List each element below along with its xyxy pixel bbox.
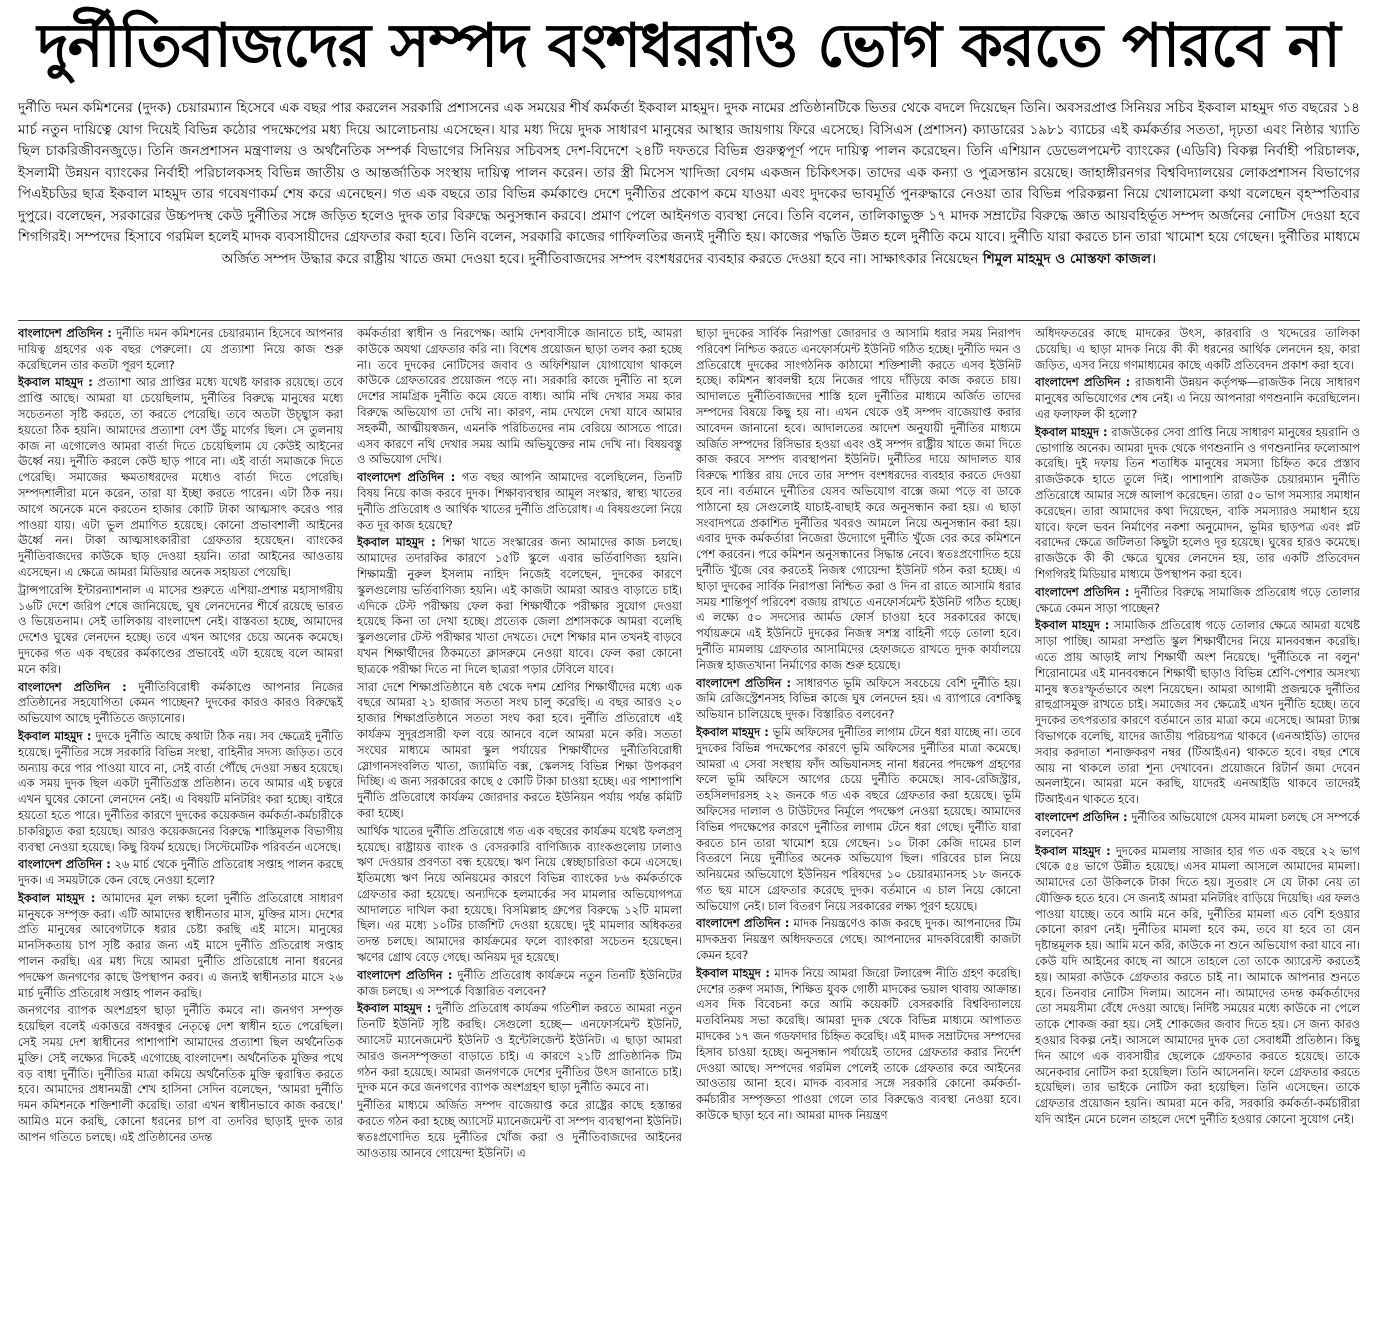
article-paragraph (18, 583, 343, 678)
answer-speaker: ইকবাল মাহমুদ : (696, 965, 770, 980)
answer-speaker: ইকবাল মাহমুদ : (18, 375, 93, 390)
article-column-3 (696, 326, 1021, 1316)
paragraph-text: ২৬ মার্চ থেকে দুর্নীতি প্রতিরোধ সপ্তাহ পালন করছে দুদক। এ সময়টাকে কেন বেছে নেওয়া হলো? (18, 857, 343, 888)
paragraph-text: মাদক নিয়ন্ত্রণেও কাজ করছে দুদক। আপনাদের টিম মাদকদ্রব্য নিয়ন্ত্রণ অধিদফতরে গেছে। আপনাদের মাদকবিরোধী কাজটা কেমন হবে? (696, 916, 1021, 963)
article-paragraph (696, 966, 1021, 1124)
question-speaker: বাংলাদেশ প্রতিদিন : (18, 326, 112, 340)
article-paragraph (696, 725, 1021, 915)
article-paragraph (18, 326, 343, 373)
paragraph-text: ছাড়া দুদকের সার্বিক নিরাপত্তা জোরদার ও আসামি ধরার সময় নিরাপদ পরিবেশ নিশ্চিত করতে এনফোর্সমেন্ট ইউনিট গঠিত হচ্ছে। দুর্নীতি দমন ও প্রতিরোধে দুদকের সাংগঠনিক কাঠামো শক্তিশালী করতে এসব ইউনিট হচ্ছে। কমিশন স্বাবলম্বী হয়ে নিজের পায়ে দাঁড়িয়ে কাজ করতে চায়। আদালতে দুর্নীতিবাজদের শাস্তি হলে দুর্নীতির মাধ্যমে অর্জিত তাদের সম্পদের বিষয়ে কিছু হয় না। এখন থেকে ওই সম্পদ বাজেয়াপ্ত করার আবেদন জানানো হবে। আদালতের আদেশ অনুযায়ী দুর্নীতির মাধ্যমে অর্জিত সম্পদের রিসিভার হওয়া এবং ওই সম্পদ রাষ্ট্রীয় খাতে জমা দিতে কাজ করবে সম্পদ ব্যবস্থাপনা ইউনিট। দুর্নীতির দায়ে আদালত যার বিরুদ্ধে শাস্তির রায় দেবে তার সম্পদ বংশধরদের ব্যবহার করতে দেওয়া হবে না। বর্তমানে দুর্নীতির যেসব অভিযোগ বাক্সে জমা পড়ে বা ডাকে পাঠানো হয় সেগুলোই যাচাই-বাছাই করে অনুসন্ধান করা হয়। এ ছাড়া সংবাদপত্রে প্রকাশিত দুর্নীতির খবরও আমলে নিয়ে অনুসন্ধান করা হয়। এবার দুদক কর্মকর্তারা নিজেরা উদ্যোগে দুর্নীতি খুঁজে বের করে কমিশনে পেশ করবেন। পরে কমিশন অনুসন্ধানের সিদ্ধান্ত নেবে। স্বতঃপ্রণোদিত হয়ে দুর্নীতি খুঁজে বের করতেই নিজস্ব গোয়েন্দা ইউনিট গঠন করা হচ্ছে। এ ছাড়া দুদকের সার্বিক নিরাপত্তা নিশ্চিত করা ও দিন বা রাতে আসামি ধরার সময় শান্তিপূর্ণ পরিবেশ বজায় রাখতে এনফোর্সমেন্ট ইউনিট গঠিত হচ্ছে। এ লক্ষ্যে ৫০ সদস্যের আর্মড ফোর্স চাওয়া হবে সরকারের কাছে। পর্যায়ক্রমে এই ইউনিটে দুদকের নিজস্ব সশস্ত্র বাহিনী গড়ে তোলা হবে। দুর্নীতি মামলায় গ্রেফতার আসামিদের হেফাজতে রাখতে দুদক কার্যালয়ে নিজস্ব হাজতখানা নির্মাণের কাজ শুরু হয়েছে। (696, 326, 1021, 672)
article-paragraph (357, 326, 682, 468)
article-paragraph (1035, 375, 1360, 422)
intro-end: । (1151, 250, 1157, 267)
article-paragraph (696, 916, 1021, 963)
section-divider (18, 320, 1360, 321)
article-paragraph (18, 680, 343, 727)
article-column-4 (1035, 326, 1360, 1316)
paragraph-text: শিক্ষা খাতে সংস্কারের জন্য আমাদের কাজ চলছে। আমাদের তদারকির কারণে ১৫টি স্কুলে এবার ভর্তিবাণিজ্য হয়নি। শিক্ষামন্ত্রী নুরুল ইসলাম নাহিদ নিজেই বলেছেন, দুদকের কারণে স্কুলগুলোয় ভর্তিবাণিজ্য হয়নি। এই কাজটা আমরা আরও বাড়াতে চাই। এদিকে টেস্ট পরীক্ষায় ফেল করা শিক্ষার্থীকে পরীক্ষার সুযোগ দেওয়া হয়েছে কিনা তা দেখা হচ্ছে। প্রত্যেক জেলা প্রশাসককে আমরা বলেছি স্কুলগুলোর টেস্ট পরীক্ষার খাতা দেখতে। দেশে শিক্ষার মান তখনই বাড়বে যখন শিক্ষার্থীদের ঠিকমতো ক্লাসরুমে নেওয়া যাবে। ফেল করা কোনো ছাত্রকে পরীক্ষা দিতে না দিলে ছাত্ররা পড়ার টেবিলে যাবে। (357, 535, 682, 676)
paragraph-text: ট্রান্সপারেন্সি ইন্টারন্যাশনাল এ মাসের শুরুতে এশিয়া-প্রশান্ত মহাসাগরীয় ১৬টি দেশে জরিপ শেষে জানিয়েছে, ঘুষ লেনদেনের শীর্ষে রয়েছে ভারত ও ভিয়েতনাম। সেই তালিকায় বাংলাদেশ নেই। বাস্তবতা হচ্ছে, আমাদের দেশেও ঘুষের লেনদেন হচ্ছে। তবে এখন আগের চেয়ে অনেক কমেছে। দুদকের গত এক বছরের কর্মকাণ্ডের প্রভাবেই এটা হয়েছে বলে আমরা মনে করি। (18, 582, 343, 676)
article-paragraph (18, 375, 343, 580)
paragraph-text: সাধারণত ভূমি অফিসে সবচেয়ে বেশি দুর্নীতি হয়। জমি রেজিস্ট্রেশনসহ বিভিন্ন কাজে ঘুষ লেনদেন হয়। এ ব্যাপারে বেশকিছু অভিযান চালিয়েছে দুদক। বিস্তারিত বলবেন? (696, 675, 1021, 722)
paragraph-text: দুর্নীতি প্রতিরোধ কার্যক্রম গতিশীল করতে আমরা নতুন তিনটি ইউনিট সৃষ্টি করছি। সেগুলো হচ্ছে— এনফোর্সমেন্ট ইউনিট, অ্যাসেট ম্যানেজমেন্ট ইউনিট ও ইন্টেলিজেন্ট ইউনিট। এ ছাড়া আমরা আরও জনসম্পৃক্ততা বাড়াতে চাই। এ কারণে ২১টি প্রাতিষ্ঠানিক টিম গঠন করা হয়েছে। আমরা জনগণকে দেশের দুর্নীতির উৎস জানাতে চাই। দুদক মনে করে জনগণের ব্যাপক অংশগ্রহণ ছাড়া দুর্নীতি কমবে না। (357, 1001, 682, 1095)
article-paragraph (1035, 585, 1360, 617)
paragraph-text: কর্মকর্তারা স্বাধীন ও নিরপেক্ষ। আমি দেশবাসীকে জানাতে চাই, আমরা কাউকে অযথা গ্রেফতার করি না। বিশেষ প্রয়োজন ছাড়া তলব করা হচ্ছে না। তবে দুদকের নোটিসের জবাব ও অফিশিয়াল যোগাযোগ থাকলে কাউকে গ্রেফতারের প্রয়োজন পড়ে না। সরকারি কাজে দুর্নীতি না হলে দেশের সামগ্রিক দুর্নীতি কমে যেতে বাধ্য। আমি নথি দেখার সময় কার বিরুদ্ধে অভিযোগ তা দেখি না। কারণ, নাম দেখলে দেখা যাবে আমার সহকর্মী, আত্মীয়স্বজন, এমনকি পরিচিতদের নাম বেরিয়ে আসতে পারে। এসব কারণে নথি দেখার সময় আমি অভিযুক্তের নাম দেখি না। বিষয়বস্তু ও অভিযোগ দেখি। (357, 326, 682, 467)
article-paragraph (1035, 425, 1360, 583)
article-paragraph (357, 1001, 682, 1096)
article-paragraph (1035, 844, 1360, 1128)
article-paragraph (357, 968, 682, 1000)
paragraph-text: রাজধানী উন্নয়ন কর্তৃপক্ষ—রাজউক নিয়ে সাধারণ মানুষের অভিযোগের শেষ নেই। এ নিয়ে আপনারা গণশুনানি করেছিলেন। এর ফলাফল কী হলো? (1035, 375, 1360, 421)
article-paragraph (18, 1003, 343, 1145)
article-column-1 (18, 326, 343, 1316)
article-paragraph (18, 729, 343, 855)
question-speaker: বাংলাদেশ প্রতিদিন : (18, 857, 111, 872)
question-speaker: বাংলাদেশ প্রতিদিন : (696, 916, 790, 931)
paragraph-text: মাদক নিয়ে আমরা জিরো টলারেন্স নীতি গ্রহণ করেছি। দেশের তরুণ সমাজ, শিক্ষিত যুবক গোষ্ঠী মাদকের ভয়াল থাবায় আক্রান্ত। এসব দিক বিবেচনা করে আমি কয়েকটি বেসরকারি বিশ্ববিদ্যালয়ে মতবিনিময় সভা করেছি। আমরা দুদক থেকে বিভিন্ন মাধ্যমে আপাতত মাদকের ১৭ জন গডফাদার চিহ্নিত করেছি। এই মাদক সম্রাটদের সম্পদের হিসাব চাওয়া হচ্ছে। অনুসন্ধান পর্যায়েই তাদের গ্রেফতার করার নির্দেশ দেওয়া আছে। সম্পদের গরমিল পেলেই তাকে গ্রেফতার করে আইনের আওতায় আনা হবে। মাদক ব্যবসার সঙ্গে সরকারি কোনো কর্মকর্তা-কর্মচারীর সম্পৃক্ততা পাওয়া গেলে তার বিরুদ্ধেও ব্যবস্থা নেওয়া হবে। কাউকে ছাড়া হবে না। আমরা মাদক নিয়ন্ত্রণ (696, 965, 1021, 1123)
article-paragraph (696, 676, 1021, 723)
paragraph-text: অধিদফতরের কাছে মাদকের উৎস, কারবারি ও খদ্দেরের তালিকা চেয়েছি। এ ছাড়া মাদক নিয়ে কী কী ধরনের আর্থিক লেনদেন হয়, কারা জড়িত, এসব নিয়ে গণমাধ্যমের কাছে একটি প্রতিবেদন প্রকাশ করা হবে। (1035, 326, 1360, 372)
paragraph-text: ভূমি অফিসের দুর্নীতির লাগাম টেনে ধরা যাচ্ছে না। তবে দুদকের বিভিন্ন পদক্ষেপের কারণে ভূমি অফিসের দুর্নীতির মাত্রা কমেছে। আমরা এ সেবা সংস্থায় ফাঁদ অভিযানসহ নানা ধরনের পদক্ষেপ গ্রহণের ফলে ভূমি অফিসে আগের চেয়ে দুর্নীতি কমেছে। সাব-রেজিস্ট্রার, তহসিলদারসহ ২২ জনকে গত এক বছরে গ্রেফতার করা হয়েছে। ভূমি অফিসের দালাল ও টাউটদের নির্মূলে পদক্ষেপ নেওয়া হয়েছে। আমাদের বিভিন্ন পদক্ষেপের কারণে দুর্নীতির লাগাম টেনে ধরা গেছে। দুর্নীতি যারা করতে চান তারা খামোশ হয়ে গেছেন। ১০ টাকা কেজি দামের চাল বিতরণে নিয়ে দুর্নীতির অনেক অভিযোগ ছিল। গরিবের চাল নিয়ে অনিয়মের অভিযোগে ইউনিয়ন পরিষদের ১০ চেয়ারম্যানসহ ১৮ জনকে গত ছয় মাসে গ্রেফতার করেছে দুদক। বর্তমানে এ চাল নিয়ে কোনো অভিযোগ নেই। চাল বিতরণ নিয়ে সরকারের লক্ষ্য পূরণ হয়েছে। (696, 724, 1021, 913)
paragraph-text: দুদকে দুর্নীতি আছে কথাটা ঠিক নয়। সব ক্ষেত্রেই দুর্নীতি হয়েছে। দুর্নীতির সঙ্গে সরকারি বিভিন্ন সংস্থা, বাহিনীর সদস্য জড়িত। তবে অন্যায় করে পার পাওয়া যাবে না, সেই বার্তা পৌঁছে দেওয়া সম্ভব হয়েছে। এক সময় দুদক ছিল একটা দুর্নীতিগ্রস্ত প্রতিষ্ঠান। তবে আমার এই চত্বরে এখন ঘুষের কোনো লেনদেন নেই। এ বিষয়টি মনিটরিং করা হচ্ছে। বাইরে হয়তো হতে পারে। দুর্নীতির কারণে দুদকের কয়েকজন কর্মকর্তা-কর্মচারীকে চাকরিচ্যুত করা হয়েছে। আরও কয়েকজনের বিরুদ্ধে শাস্তিমূলক বিভাগীয় ব্যবস্থা নেওয়া হয়েছে। কিছু রিফর্ম হয়েছে। সিস্টেমেটিক পরিবর্তন এসেছে। (18, 728, 343, 854)
paragraph-text: প্রত্যাশা আর প্রাপ্তির মধ্যে যথেষ্ট ফারাক রয়েছে। তবে প্রাপ্তি আছে। আমরা যা চেয়েছিলাম, দুর্নীতির বিরুদ্ধে মানুষের মধ্যে সচেতনতা সৃষ্টি করতে, তা করতে পেরেছি। তবে অতটা উচ্ছ্বাস করা হয়তো ঠিক হয়নি। আমাদের প্রত্যাশা বেশ উঁচু মার্গের ছিল। সে তুলনায় কাজ না এগোলেও আমরা বার্তা দিতে চেয়েছিলাম যে কেউই আইনের ঊর্ধ্বে নয়। দুর্নীতি করলে কেউ ছাড় পাবে না। এই বার্তা সমাজকে দিতে পেরেছি। সমাজের ক্ষমতাধরদের মধ্যেও বার্তা দিতে পেরেছি। সম্পদশালীরা মনে করেন, তারা যা ইচ্ছা করতে পারেন। এটা ঠিক নয়। আগে অনেকে মনে করতেন হাজার কোটি টাকা আত্মসাৎ করেও পার পাওয়া যায়। এটা ভুল প্রমাণিত হয়েছে। কোনো প্রভাবশালী আইনের ঊর্ধ্বে নন। টাকা আত্মসাৎকারীরা গ্রেফতার হয়েছেন। ব্যাংকের দুর্নীতিবাজদের কাউকে ছাড় দেওয়া হয়নি। তারা আইনের আওতায় এসেছেন। এ ক্ষেত্রে আমরা মিডিয়ার অনেক সহায়তা পেয়েছি। (18, 375, 343, 579)
headline (0, 4, 1377, 96)
paragraph-text: রাজউকের সেবা প্রাপ্তি নিয়ে সাধারণ মানুষের হয়রানি ও ভোগান্তি অনেক। আমরা দুদক থেকে গণশুনানি ও গণশুনানির ফলোআপ করেছি। দুই দফায় তিন শতাধিক মানুষের সমস্যা চিহ্নিত করে প্রস্তাব রাজউককে হাতে তুলে দিই। পাশাপাশি রাজউক চেয়ারম্যান দুর্নীতি প্রতিরোধে আমার সঙ্গে আলাপ করেছেন। তারা ৫০ ভাগ সমস্যার সমাধান করেছেন। তারা আমাদের কথা দিয়েছেন, বাকি সমস্যারও সমাধান হয়ে যাবে। ফলে ভবন নির্মাণের নকশা অনুমোদন, ভূমির ছাড়পত্র এবং প্লট বরাদ্দের ক্ষেত্রে জটিলতা কিছুটা হলেও দূর হয়েছে। ঘুষের হারও কমেছে। রাজউকে কী কী ক্ষেত্রে ঘুষের লেনদেন হয়, তার একটি প্রতিবেদন শিগগিরই মিডিয়ার মাধ্যমে উপস্থাপন করা হবে। (1035, 424, 1360, 581)
article-paragraph (18, 891, 343, 1002)
article-paragraph (357, 535, 682, 677)
answer-speaker: ইকবাল মাহমুদ : (357, 1001, 432, 1016)
answer-speaker: ইকবাল মাহমুদ : (1035, 843, 1111, 858)
article-paragraph (357, 824, 682, 966)
paragraph-text: আমাদের মূল লক্ষ্য হলো দুর্নীতি প্রতিরোধে সাধারণ মানুষকে সম্পৃক্ত করা। এটি আমাদের স্বাধীনতার মাস, মুক্তির মাস। দেশের প্রতি মানুষের আবেগটাকে ধরার চেষ্টা করছি এই মাসে। মানুষের মানসিকতায় চাপ সৃষ্টি করার জন্য এই মাসে দুর্নীতি প্রতিরোধ সপ্তাহ পালন করছি। এর মধ্য দিয়ে আমরা দুর্নীতি প্রতিরোধে নানা ধরনের পদক্ষেপ জনগণের কাছে উপস্থাপন করব। এ জন্যই স্বাধীনতার মাসে ২৬ মার্চ দুর্নীতি প্রতিরোধ সপ্তাহ পালন করছি। (18, 890, 343, 1000)
question-speaker: বাংলাদেশ প্রতিদিন : (1035, 809, 1128, 824)
paragraph-text: দুর্নীতির মাধ্যমে অর্জিত সম্পদ বাজেয়াপ্ত করে রাষ্ট্রের কাছে হস্তান্তর করতে গঠন করা হচ্ছে অ্যাসেট ম্যানেজমেন্ট বা সম্পদ ব্যবস্থাপনা ইউনিট। স্বতঃপ্রণোদিত হয়ে দুর্নীতির খোঁজ করা ও দুর্নীতিবাজদের আইনের আওতায় আনবে গোয়েন্দা ইউনিট। এ (357, 1098, 682, 1160)
paragraph-text: জনগণের ব্যাপক অংশগ্রহণ ছাড়া দুর্নীতি কমবে না। জনগণ সম্পৃক্ত হয়েছিল বলেই একাত্তরে বঙ্গবন্ধুর নেতৃত্বে দেশ স্বাধীন হতে পেরেছিল। সেই সময় দেশ স্বাধীনের পাশাপাশি আমাদের প্রত্যাশা ছিল অর্থনৈতিক মুক্তি। সেই লক্ষ্যের দিকেই এগোচ্ছে বাংলাদেশ। অর্থনৈতিক মুক্তির পথে বড় বাধা দুর্নীতি। দুর্নীতির মাত্রা কমিয়ে অর্থনৈতিক মুক্তি ত্বরান্বিত করতে হবে। আমাদের প্রধানমন্ত্রী শেখ হাসিনা সেদিন বলেছেন, 'আমরা দুর্নীতি দমন কমিশনকে শক্তিশালী করেছি। তারা এখন স্বাধীনভাবে কাজ করছে।' আমিও মনে করছি, কোনো ধরনের চাপ বা তদবির ছাড়াই দুদক তার আপন গতিতে চলছে। এই প্রতিষ্ঠানের তদন্ত (18, 1003, 343, 1144)
answer-speaker: ইকবাল মাহমুদ : (18, 890, 96, 905)
article-paragraph (357, 470, 682, 533)
answer-speaker: ইকবাল মাহমুদ : (1035, 618, 1110, 633)
answer-speaker: ইকবাল মাহমুদ : (18, 728, 92, 743)
intro-text: দুর্নীতি দমন কমিশনের (দুদক) চেয়ারম্যান হিসেবে এক বছর পার করলেন সরকারি প্রশাসনের এক সময়ের শীর্ষ কর্মকর্তা ইকবাল মাহমুদ। দুদক নামের প্রতিষ্ঠানটিকে ভিতর থেকে বদলে দিয়েছেন তিনি। অবসরপ্রাপ্ত সিনিয়র সচিব ইকবাল মাহমুদ গত বছরের ১৪ মার্চ নতুন দায়িত্বে যোগ দিয়েই বিভিন্ন কঠোর পদক্ষেপের মধ্য দিয়ে আলোচনায় এসেছেন। যার মধ্য দিয়ে দুদক সাধারণ মানুষের আস্থার জায়গায় ফিরে এসেছে। বিসিএস (প্রশাসন) ক্যাডারের ১৯৮১ ব্যাচের এই কর্মকর্তার সততা, দৃঢ়তা এবং নিষ্ঠার খ্যাতি ছিল চাকরিজীবনজুড়ে। তিনি জনপ্রশাসন মন্ত্রণালয় ও অর্থনৈতিক সম্পর্ক বিভাগের সিনিয়র সচিবসহ দেশ-বিদেশে ২৪টি দফতরে বিভিন্ন গুরুত্বপূর্ণ পদে দায়িত্ব পালন করেছেন। তিনি এশিয়ান ডেভেলপমেন্ট ব্যাংকের (এডিবি) বিকল্প নির্বাহী পরিচালক, ইসলামী উন্নয়ন ব্যাংকের নির্বাহী পরিচালকসহ বিভিন্ন জাতীয় ও আন্তর্জাতিক সংস্থায় দায়িত্ব পালন করেন। তার স্ত্রী মিসেস খাদিজা বেগম একজন চিকিৎসক। তাদের এক কন্যা ও পুত্রসন্তান রয়েছে। জাহাঙ্গীরনগর বিশ্ববিদ্যালয়ের লোকপ্রশাসন বিভাগের পিএইচডির ছাত্র ইকবাল মাহমুদ তার গবেষণাকর্ম শেষ করে এনেছেন। গত এক বছরে তার বিভিন্ন কর্মকাণ্ডে দেশে দুর্নীতির প্রকোপ কমে যাওয়া এবং দুদকের ভাবমূর্তি পুনরুদ্ধারে নেওয়া তার বিভিন্ন পরিকল্পনা নিয়ে খোলামেলা কথা বলেছেন বৃহস্পতিবার দুপুরে। বলেছেন, সরকারের উচ্চপদস্থ কেউ দুর্নীতির সঙ্গে জড়িত হলেও দুদক তার বিরুদ্ধে অনুসন্ধান করবে। প্রমাণ পেলে আইনগত ব্যবস্থা নেবে। তিনি বলেন, তালিকাভুক্ত ১৭ মাদক সম্রাটের বিরুদ্ধে জ্ঞাত আয়বহির্ভূত সম্পদ অর্জনের নোটিস দেওয়া হবে শিগগিরই। সম্পদের হিসাবে গরমিল হলেই মাদক ব্যবসায়ীদের গ্রেফতার করা হবে। তিনি বলেন, সরকারি কাজের গাফিলতির জন্যই দুর্নীতি হয়। কাজের পদ্ধতি উন্নত হলে দুর্নীতি কমে যাবে। দুর্নীতি যারা করতে চান তারা খামোশ হয়ে গেছেন। দুর্নীতির মাধ্যমে অর্জিত সম্পদ উদ্ধার করে রাষ্ট্রীয় খাতে জমা দেওয়া হবে। দুর্নীতিবাজদের সম্পদ বংশধরদের ব্যবহার করতে দেওয়া হবে না। সাক্ষাৎকার নিয়েছেন (18, 100, 1360, 267)
question-speaker: বাংলাদেশ প্রতিদিন : (1035, 584, 1130, 599)
answer-speaker: ইকবাল মাহমুদ : (1035, 424, 1108, 439)
article-paragraph (1035, 810, 1360, 842)
article-columns (18, 326, 1360, 1316)
question-speaker: বাংলাদেশ প্রতিদিন : (696, 675, 792, 690)
intro-paragraph (18, 98, 1360, 316)
answer-speaker: ইকবাল মাহমুদ : (696, 724, 769, 739)
paragraph-text: দুদকের মামলায় সাজার হার গত এক বছরে ২২ ভাগ থেকে ৫৪ ভাগে উন্নীত হয়েছে। এসব মামলা আসলে আমাদের মামলা। আমাদের তো উকিলকে টাকা দিতে হয়। সুতরাং সে যে টাকা নেয় তা যৌক্তিক হতে হবে। সে জন্যই আমরা মনিটরিং বাড়িয়ে দিয়েছি। এর ফলও পাওয়া যাচ্ছে। তবে আমি মনে করি, দুর্নীতির মামলা এত বেশি হওয়ার কোনো কারণ নেই। দুর্নীতির মামলা হবে কম, তবে যা হবে তা যেন দৃষ্টান্তমূলক হয়। আমি মনে করি, কাউকে না শুনে অভিযোগ করা যাবে না। কেউ যদি আইনের কাছে না আসে তাহলে তো তাকে অ্যারেস্ট করতেই হয়। আমরা কাউকে গ্রেফতার করতে চাই না। আমাকে আপনার শুনতে হবে। তিনবার নোটিস দিলাম। আসেন না। আমাদের তদন্ত কর্মকর্তাদের তো সময়সীমা বেঁধে দেওয়া আছে। নির্দিষ্ট সময়ের মধ্যে কাউকে না পেলে তাকে শোকজ করা হয়। সেই শোকজের জবাব দিতে হয়। সে জন্য কারও হওয়ার বিকল্প নেই। আসলে আমাদের দুদক তো সেবাধর্মী প্রতিষ্ঠান। কিছু দিন আগে এক ব্যবসায়ীর ছেলেকে গ্রেফতার করতে হয়েছে। তাকে অনেকবার নোটিস করা হয়েছিল। তিনি আসেননি। ফলে গ্রেফতার করতে হয়েছিল। তার ভাইকে নোটিস করা হয়েছিল। তিনি এসেছেন। তাকে গ্রেফতার প্রয়োজন হয়নি। আমরা মনে করি, সরকারি কর্মকর্তা-কর্মচারীরা যদি আইন মেনে চলেন তাহলে দেশে দুর্নীতি হওয়ার কোনো সুযোগ নেই। (1035, 843, 1360, 1127)
paragraph-text: সারা দেশে শিক্ষাপ্রতিষ্ঠানে ষষ্ঠ থেকে দশম শ্রেণির শিক্ষার্থীদের মধ্যে এক বছরে আমরা ২১ হাজার সততা সংঘ চালু করেছি। এ বছর আরও ২০ হাজার শিক্ষাপ্রতিষ্ঠানে সততা সংঘ করা হবে। দুর্নীতি প্রতিরোধে এই কার্যক্রম সুদূরপ্রসারী ফল বয়ে আনবে বলে আমরা মনে করি। সততা সংঘের মাধ্যমে আমরা স্কুল পর্যায়ের শিক্ষার্থীদের দুর্নীতিবিরোধী স্লোগানসংবলিত খাতা, জ্যামিতি বক্স, স্কেলসহ বিভিন্ন শিক্ষা উপকরণ দিচ্ছি। এ জন্য সরকারের কাছে ৫ কোটি টাকা চাওয়া হচ্ছে। এর পাশাপাশি দুর্নীতি প্রতিরোধে কার্যক্রম জোরদার করতে ইউনিয়ন পর্যায় পর্যন্ত কমিটি করা হচ্ছে। (357, 679, 682, 820)
article-paragraph (357, 680, 682, 822)
question-speaker: বাংলাদেশ প্রতিদিন : (1035, 375, 1131, 390)
paragraph-text: দুর্নীতিবিরোধী কর্মকাণ্ডে আপনার নিজের প্রতিষ্ঠানের সহযোগিতা কেমন পাচ্ছেন? দুদকের কারও কারও বিরুদ্ধেই অভিযোগ আছে দুর্নীতিতে জড়ানোর। (18, 679, 343, 726)
article-paragraph (357, 1098, 682, 1161)
paragraph-text: দুর্নীতির বিরুদ্ধে সামাজিক প্রতিরোধ গড়ে তোলার ক্ষেত্রে কেমন সাড়া পাচ্ছেন? (1035, 584, 1360, 615)
question-speaker: বাংলাদেশ প্রতিদিন : (357, 967, 453, 982)
answer-speaker: ইকবাল মাহমুদ : (357, 535, 436, 550)
headline-text: দুর্নীতিবাজদের সম্পদ বংশধররাও ভোগ করতে পারবে না (37, 11, 1340, 81)
question-speaker: বাংলাদেশ প্রতিদিন : (18, 679, 127, 694)
paragraph-text: দুর্নীতি দমন কমিশনের চেয়ারম্যান হিসেবে আপনার দায়িত্ব গ্রহণের এক বছর পেরুলো। যে প্রত্যাশা নিয়ে কাজ শুরু করেছিলেন তার কতটা পূরণ হলো? (18, 326, 343, 372)
article-paragraph (18, 857, 343, 889)
paragraph-text: গত বছর আপনি আমাদের বলেছিলেন, তিনটি বিষয় নিয়ে কাজ করবে দুদক। শিক্ষাব্যবস্থার আমূল সংস্কার, স্বাস্থ্য খাতের দুর্নীতি প্রতিরোধ ও আর্থিক খাতের দুর্নীতি প্রতিরোধ। এ বিষয়গুলো নিয়ে কত দূর কাজ হয়েছে? (357, 470, 682, 532)
article-paragraph (696, 326, 1021, 674)
paragraph-text: আর্থিক খাতের দুর্নীতি প্রতিরোধে গত এক বছরের কার্যক্রম যথেষ্ট ফলপ্রসূ হয়েছে। রাষ্ট্রায়ত্ত ব্যাংক ও বেসরকারি বাণিজ্যিক ব্যাংকগুলোয় ঢালাও ঋণ দেওয়ার প্রবণতা বন্ধ হয়েছে। ঋণ নিয়ে স্বেচ্ছাচারিতা কমে এসেছে। ইতিমধ্যে ঋণ নিয়ে অনিয়মের কারণে বিভিন্ন ব্যাংকের ৮৬ কর্মকর্তাকে গ্রেফতার করা হয়েছে। অন্যদিকে হলমার্কের সব মামলার অভিযোগপত্র আদালতে দাখিল করা হয়েছে। বিসমিল্লাহ গ্রুপের বিরুদ্ধে ১২টি মামলা ছিল। এর মধ্যে ১০টির চার্জশিট দেওয়া হয়েছে। দুই মামলার অধিকতর তদন্ত চলছে। আমাদের কার্যক্রমের ফলে ব্যাংকারা সচেতন হয়েছেন। ঋণের গ্রোথ বেড়ে গেছে। অনিয়ম দূর হয়েছে। (357, 823, 682, 965)
paragraph-text: দুর্নীতি প্রতিরোধ কার্যক্রমে নতুন তিনটি ইউনিটের কাজ চলছে। এ সম্পর্কে বিস্তারিত বলবেন? (357, 967, 682, 998)
question-speaker: বাংলাদেশ প্রতিদিন : (357, 470, 456, 485)
paragraph-text: সামাজিক প্রতিরোধ গড়ে তোলার ক্ষেত্রে আমরা যথেষ্ট সাড়া পাচ্ছি। আমরা সম্প্রতি স্কুল শিক্ষার্থীদের নিয়ে মানববন্ধন করেছি। এতে প্রায় আড়াই লাখ শিক্ষার্থী অংশ নিয়েছে। 'দুর্নীতিকে না বলুন' শিরোনামের এই মানববন্ধনে শিক্ষার্থী ছাড়াও বিভিন্ন শ্রেণি-পেশার অসংখ্য মানুষ স্বতঃস্ফূর্তভাবে অংশ নিয়েছেন। আমরা আগামী প্রজন্মকে দুর্নীতির রাহুগ্রাসমুক্ত রাখতে চাই। সমাজের সব ক্ষেত্রেই এখন দুর্নীতি হচ্ছে। তবে দুদকের তৎপরতার কারণে বর্তমানে তার মাত্রা কমে এসেছে। আমরা ট্যাক্স বিভাগকে বলেছি, যাদের জাতীয় পরিচয়পত্র থাকবে (এনআইডি) তাদের সবার করদাতা শনাক্তকরণ নম্বর (টিআইএন) থাকতে হবে। বছর শেষে আয় না থাকলে তারা শূন্য দেখাবেন। প্রয়োজনে রিটার্ন জমা দেবেন অনলাইনে। আমরা মনে করছি, যাদেরই এনআইডি থাকবে তাদেরই টিআইএন থাকতে হবে। (1035, 618, 1360, 807)
paragraph-text: দুর্নীতির অভিযোগে যেসব মামলা চলছে সে সম্পর্কে বলবেন? (1035, 809, 1360, 840)
article-paragraph (1035, 326, 1360, 373)
interviewer-credit: শিমুল মাহমুদ ও মোস্তফা কাজল (982, 250, 1152, 267)
article-column-2 (357, 326, 682, 1316)
article-paragraph (1035, 618, 1360, 808)
